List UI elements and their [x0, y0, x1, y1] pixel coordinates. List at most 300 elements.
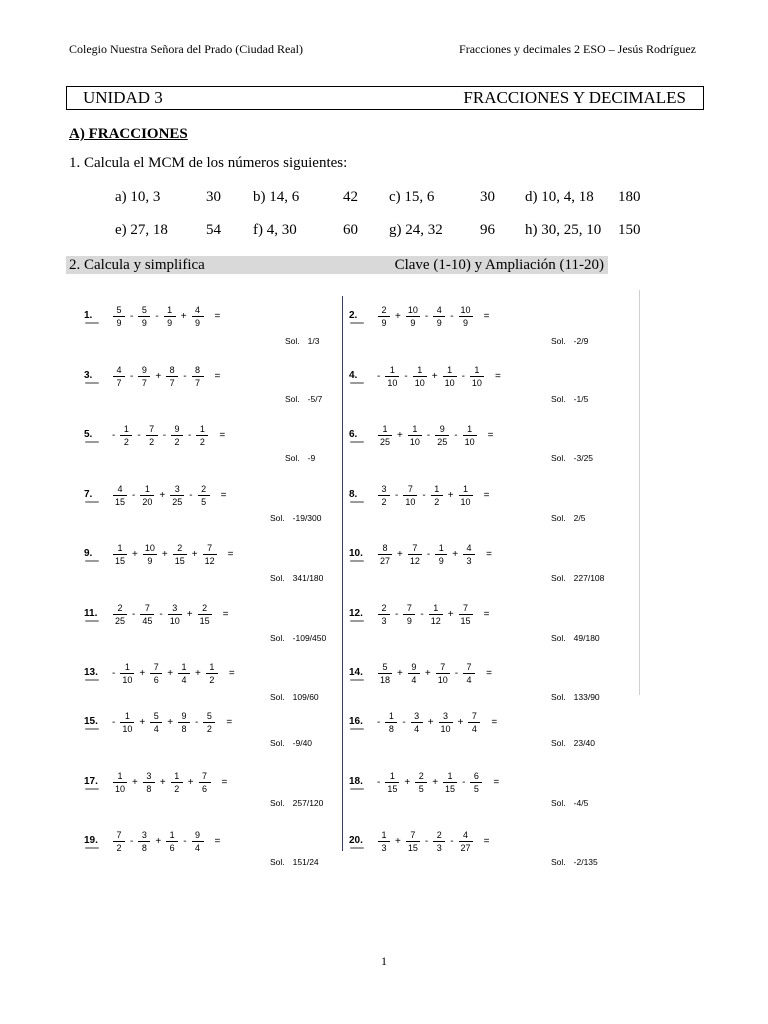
numerator: 9: [181, 710, 187, 721]
solution-label: Sol.: [551, 857, 566, 867]
denominator: 12: [430, 615, 441, 626]
denominator: 2: [123, 436, 129, 447]
fraction: [436, 661, 450, 686]
numerator: 8: [195, 364, 201, 375]
denominator: 9: [463, 317, 469, 328]
fraction: [138, 304, 150, 329]
fraction: [443, 364, 457, 389]
solution: [285, 394, 322, 404]
page-header-left: Colegio Nuestra Señora del Prado (Ciudad Real): [69, 42, 303, 56]
question-1-prompt: 1. Calcula el MCM de los números siguientes:: [69, 155, 348, 171]
operator: -: [426, 429, 431, 441]
denominator: 10: [440, 723, 451, 734]
operator: -: [155, 310, 159, 322]
fraction: [385, 364, 399, 389]
fraction: [429, 602, 443, 627]
solution-value: 23/40: [573, 738, 595, 748]
denominator: 15: [460, 615, 471, 626]
fraction-expression: [375, 596, 489, 632]
solution: [270, 798, 323, 808]
equals-sign: =: [486, 548, 492, 560]
operator: +: [395, 310, 401, 322]
fraction: [443, 770, 457, 795]
unit-title-box: [66, 86, 704, 110]
denominator: 12: [204, 555, 215, 566]
exercise-number: 14.: [349, 667, 363, 678]
solution-value: 133/90: [573, 692, 600, 702]
operator: -: [130, 835, 134, 847]
fraction: [378, 602, 390, 627]
denominator: 9: [147, 555, 153, 566]
denominator: 6: [169, 842, 175, 853]
operator: +: [167, 716, 174, 728]
denominator: 27: [380, 555, 391, 566]
numerator: 7: [466, 661, 472, 672]
operator: +: [431, 370, 438, 382]
mcm-item-answer: 30: [480, 189, 495, 205]
numerator: 9: [195, 829, 201, 840]
question-2-bar: [66, 256, 608, 274]
denominator: 4: [153, 723, 159, 734]
equals-sign: =: [483, 489, 490, 501]
denominator: 3: [436, 842, 442, 853]
numerator: 9: [411, 661, 417, 672]
fraction: [168, 602, 182, 627]
operator: +: [424, 667, 431, 679]
operator: +: [447, 489, 454, 501]
denominator: 4: [195, 842, 201, 853]
equals-sign: =: [222, 608, 229, 620]
denominator: 9: [436, 317, 442, 328]
numerator: 4: [116, 364, 122, 375]
operator: -: [183, 370, 187, 382]
fraction: [198, 483, 210, 508]
unit-topic: FRACCIONES Y DECIMALES: [463, 88, 686, 107]
fraction: [199, 770, 211, 795]
denominator: 10: [444, 377, 455, 388]
solution-label: Sol.: [551, 633, 566, 643]
operator: -: [395, 489, 399, 501]
numerator: 5: [141, 304, 147, 315]
page-header-right: Fracciones y decimales 2 ESO – Jesús Rodríguez: [459, 42, 696, 56]
fraction-expression: [375, 358, 501, 394]
numerator: 7: [153, 661, 159, 672]
denominator: 9: [116, 317, 122, 328]
numerator: 1: [447, 770, 453, 781]
fraction: [468, 710, 480, 735]
denominator: 6: [202, 783, 208, 794]
operator: -: [420, 608, 424, 620]
operator: +: [432, 776, 439, 788]
fraction: [120, 423, 132, 448]
equals-sign: =: [221, 776, 228, 788]
numerator: 3: [174, 483, 180, 494]
question-2-key: Clave (1-10) y Ampliación (11-20): [394, 257, 604, 273]
fraction-expression: [110, 823, 220, 859]
operator: +: [397, 548, 403, 560]
numerator: 1: [434, 483, 440, 494]
mcm-item-label: c) 15, 6: [389, 189, 435, 205]
operator: -: [112, 716, 116, 728]
denominator: 10: [471, 377, 482, 388]
solution-value: 151/24: [292, 857, 319, 867]
solution-value: 2/5: [573, 513, 586, 523]
operator: -: [424, 835, 429, 847]
numerator: 1: [433, 602, 439, 613]
numerator: 7: [149, 423, 155, 434]
mcm-item-label: b) 14, 6: [253, 189, 300, 205]
mcm-item-answer: 60: [343, 222, 358, 238]
solution-value: 1/3: [307, 336, 320, 346]
numerator: 10: [407, 304, 418, 315]
solution-label: Sol.: [551, 513, 566, 523]
numerator: 2: [177, 542, 183, 553]
numerator: 1: [167, 304, 173, 315]
denominator: 2: [199, 436, 205, 447]
mcm-item-label: g) 24, 32: [389, 222, 443, 238]
mcm-item-label: h) 30, 25, 10: [525, 222, 602, 238]
denominator: 3: [381, 615, 387, 626]
solution-label: Sol.: [285, 394, 300, 404]
equals-sign: =: [486, 667, 492, 679]
numerator: 1: [181, 661, 187, 672]
solution-value: -2/9: [573, 336, 589, 346]
solution-label: Sol.: [270, 857, 285, 867]
operator: -: [137, 429, 141, 441]
solution-label: Sol.: [270, 573, 285, 583]
unit-number: UNIDAD 3: [83, 88, 163, 107]
operator: +: [447, 608, 454, 620]
solution-label: Sol.: [270, 513, 285, 523]
denominator: 2: [174, 783, 180, 794]
numerator: 4: [195, 304, 201, 315]
fraction-expression: [375, 477, 489, 513]
solution-value: 227/108: [573, 573, 605, 583]
equals-sign: =: [483, 835, 490, 847]
fraction: [378, 483, 390, 508]
equals-sign: =: [228, 667, 235, 679]
denominator: 9: [381, 317, 387, 328]
denominator: 7: [169, 377, 175, 388]
denominator: 8: [146, 783, 152, 794]
denominator: 2: [149, 436, 155, 447]
exercise-number: 12.: [349, 608, 363, 619]
denominator: 4: [414, 723, 420, 734]
fraction: [143, 542, 157, 567]
operator: +: [159, 489, 166, 501]
numerator: 9: [141, 364, 147, 375]
denominator: 4: [466, 674, 472, 685]
operator: +: [132, 776, 138, 788]
equals-sign: =: [493, 776, 500, 788]
denominator: 15: [407, 842, 418, 853]
solution: [551, 798, 588, 808]
numerator: 1: [117, 542, 123, 553]
operator: +: [397, 429, 403, 441]
numerator: 7: [406, 602, 412, 613]
fraction: [143, 770, 155, 795]
solution-value: -4/5: [573, 798, 589, 808]
exercise-number: 2.: [349, 310, 358, 321]
solution: [270, 857, 319, 867]
fraction: [203, 542, 217, 567]
numerator: 8: [382, 542, 388, 553]
numerator: 5: [206, 710, 212, 721]
denominator: 5: [473, 783, 479, 794]
fraction-expression: [110, 764, 227, 800]
fraction: [463, 542, 475, 567]
mcm-item-answer: 42: [343, 189, 358, 205]
denominator: 45: [142, 615, 153, 626]
operator: +: [404, 776, 411, 788]
denominator: 5: [418, 783, 424, 794]
fraction: [171, 770, 183, 795]
numerator: 3: [443, 710, 449, 721]
fraction: [408, 542, 422, 567]
operator: +: [159, 776, 166, 788]
exercise-number: 16.: [349, 716, 363, 727]
solution-label: Sol.: [285, 453, 300, 463]
denominator: 10: [122, 674, 133, 685]
fraction-expression: [110, 298, 220, 334]
fraction-expression: [110, 358, 220, 394]
operator: -: [454, 667, 459, 679]
solution-label: Sol.: [551, 798, 566, 808]
equals-sign: =: [494, 370, 501, 382]
denominator: 27: [460, 842, 471, 853]
operator: -: [188, 429, 192, 441]
solution: [551, 573, 604, 583]
operator: +: [427, 716, 434, 728]
operator: +: [132, 548, 138, 560]
fraction-expression: [110, 536, 233, 572]
denominator: 12: [409, 555, 420, 566]
numerator: 9: [439, 423, 445, 434]
fraction: [178, 710, 190, 735]
fraction: [146, 423, 158, 448]
numerator: 4: [466, 542, 472, 553]
fraction: [166, 364, 178, 389]
fraction-expression: [375, 536, 492, 572]
denominator: 10: [409, 436, 420, 447]
denominator: 10: [460, 496, 471, 507]
equals-sign: =: [219, 429, 226, 441]
mcm-item-answer: 30: [206, 189, 221, 205]
numerator: 1: [144, 483, 150, 494]
numerator: 2: [418, 770, 424, 781]
exercise-number: 20.: [349, 835, 363, 846]
mcm-row: [0, 189, 768, 209]
operator: -: [162, 429, 167, 441]
numerator: 4: [436, 304, 442, 315]
denominator: 10: [464, 436, 475, 447]
numerator: 3: [172, 602, 178, 613]
fraction: [470, 364, 484, 389]
solution: [551, 513, 585, 523]
fraction: [113, 602, 127, 627]
fraction: [385, 770, 399, 795]
equals-sign: =: [214, 835, 221, 847]
numerator: 6: [473, 770, 479, 781]
numerator: 2: [201, 483, 207, 494]
solution-label: Sol.: [270, 738, 285, 748]
operator: +: [139, 667, 146, 679]
numerator: 1: [438, 542, 444, 553]
denominator: 2: [116, 842, 122, 853]
fraction: [203, 710, 215, 735]
operator: -: [450, 310, 454, 322]
numerator: 7: [440, 661, 446, 672]
denominator: 10: [387, 377, 398, 388]
operator: -: [461, 370, 465, 382]
numerator: 3: [414, 710, 420, 721]
operator: +: [452, 548, 459, 560]
numerator: 3: [146, 770, 152, 781]
numerator: 2: [381, 304, 387, 315]
numerator: 1: [389, 364, 395, 375]
operator: -: [183, 835, 187, 847]
operator: +: [457, 716, 464, 728]
fraction: [403, 483, 417, 508]
numerator: 1: [123, 423, 129, 434]
operator: +: [187, 776, 194, 788]
solution-label: Sol.: [551, 692, 566, 702]
denominator: 10: [437, 674, 448, 685]
fraction: [406, 304, 420, 329]
solution-label: Sol.: [551, 336, 566, 346]
numerator: 1: [389, 770, 395, 781]
numerator: 2: [381, 602, 387, 613]
mcm-item-label: e) 27, 18: [115, 222, 168, 238]
numerator: 4: [463, 829, 469, 840]
fraction-expression: [375, 823, 489, 859]
solution-value: -5/7: [307, 394, 323, 404]
denominator: 6: [153, 674, 159, 685]
numerator: 8: [169, 364, 175, 375]
fraction: [463, 423, 477, 448]
fraction: [459, 602, 473, 627]
solution: [551, 738, 595, 748]
fraction: [378, 423, 392, 448]
operator: -: [426, 548, 431, 560]
fraction: [140, 602, 154, 627]
mcm-row: [0, 222, 768, 242]
denominator: 18: [380, 674, 391, 685]
page-number: 1: [381, 954, 387, 968]
denominator: 25: [115, 615, 126, 626]
denominator: 10: [405, 496, 416, 507]
fraction: [192, 304, 204, 329]
numerator: 1: [388, 710, 394, 721]
operator: +: [161, 548, 168, 560]
mcm-item-answer: 150: [618, 222, 641, 238]
fraction: [378, 829, 390, 854]
solution-value: -2/135: [573, 857, 598, 867]
solution-value: 49/180: [573, 633, 600, 643]
numerator: 4: [117, 483, 123, 494]
solution: [270, 633, 326, 643]
mcm-item-label: d) 10, 4, 18: [525, 189, 594, 205]
exercise-number: 8.: [349, 489, 358, 500]
denominator: 4: [411, 674, 417, 685]
denominator: 20: [142, 496, 153, 507]
fraction: [113, 829, 125, 854]
numerator: 1: [463, 483, 469, 494]
operator: -: [454, 429, 458, 441]
fraction-expression: [375, 417, 493, 453]
fraction: [415, 770, 427, 795]
fraction-expression: [110, 655, 235, 691]
denominator: 2: [174, 436, 180, 447]
operator: -: [462, 776, 466, 788]
denominator: 10: [169, 615, 180, 626]
mcm-item-answer: 96: [480, 222, 495, 238]
numerator: 7: [471, 710, 477, 721]
denominator: 10: [115, 783, 126, 794]
operator: -: [422, 489, 426, 501]
solution: [270, 513, 322, 523]
fraction: [378, 304, 390, 329]
numerator: 3: [141, 829, 147, 840]
denominator: 5: [201, 496, 207, 507]
denominator: 15: [445, 783, 456, 794]
exercise-number: 19.: [84, 835, 98, 846]
numerator: 2: [117, 602, 123, 613]
solution: [270, 573, 323, 583]
solution: [270, 738, 312, 748]
operator: +: [167, 667, 174, 679]
denominator: 25: [380, 436, 391, 447]
fraction: [413, 364, 427, 389]
operator: -: [112, 667, 116, 679]
fraction: [164, 304, 176, 329]
solution: [551, 453, 593, 463]
fraction: [385, 710, 397, 735]
solution-value: -9: [307, 453, 316, 463]
solution: [551, 394, 588, 404]
denominator: 15: [387, 783, 398, 794]
exercise-number: 3.: [84, 370, 93, 381]
fraction: [378, 542, 392, 567]
numerator: 1: [412, 423, 418, 434]
fraction-expression: [375, 655, 492, 691]
denominator: 7: [195, 377, 201, 388]
operator: +: [191, 548, 198, 560]
operator: -: [424, 310, 429, 322]
fraction: [378, 661, 392, 686]
exercise-number: 4.: [349, 370, 358, 381]
denominator: 3: [466, 555, 472, 566]
mcm-item-answer: 180: [618, 189, 641, 205]
solution-value: -109/450: [292, 633, 327, 643]
fraction: [435, 423, 449, 448]
numerator: 1: [447, 364, 453, 375]
denominator: 15: [199, 615, 210, 626]
numerator: 7: [202, 770, 208, 781]
fraction: [463, 661, 475, 686]
exercise-number: 9.: [84, 548, 93, 559]
solution-label: Sol.: [270, 692, 285, 702]
denominator: 2: [381, 496, 387, 507]
numerator: 5: [382, 661, 388, 672]
denominator: 9: [438, 555, 444, 566]
solution-label: Sol.: [270, 798, 285, 808]
equals-sign: =: [214, 310, 221, 322]
solution: [551, 692, 600, 702]
denominator: 9: [406, 615, 412, 626]
fraction: [150, 661, 162, 686]
numerator: 9: [174, 423, 180, 434]
